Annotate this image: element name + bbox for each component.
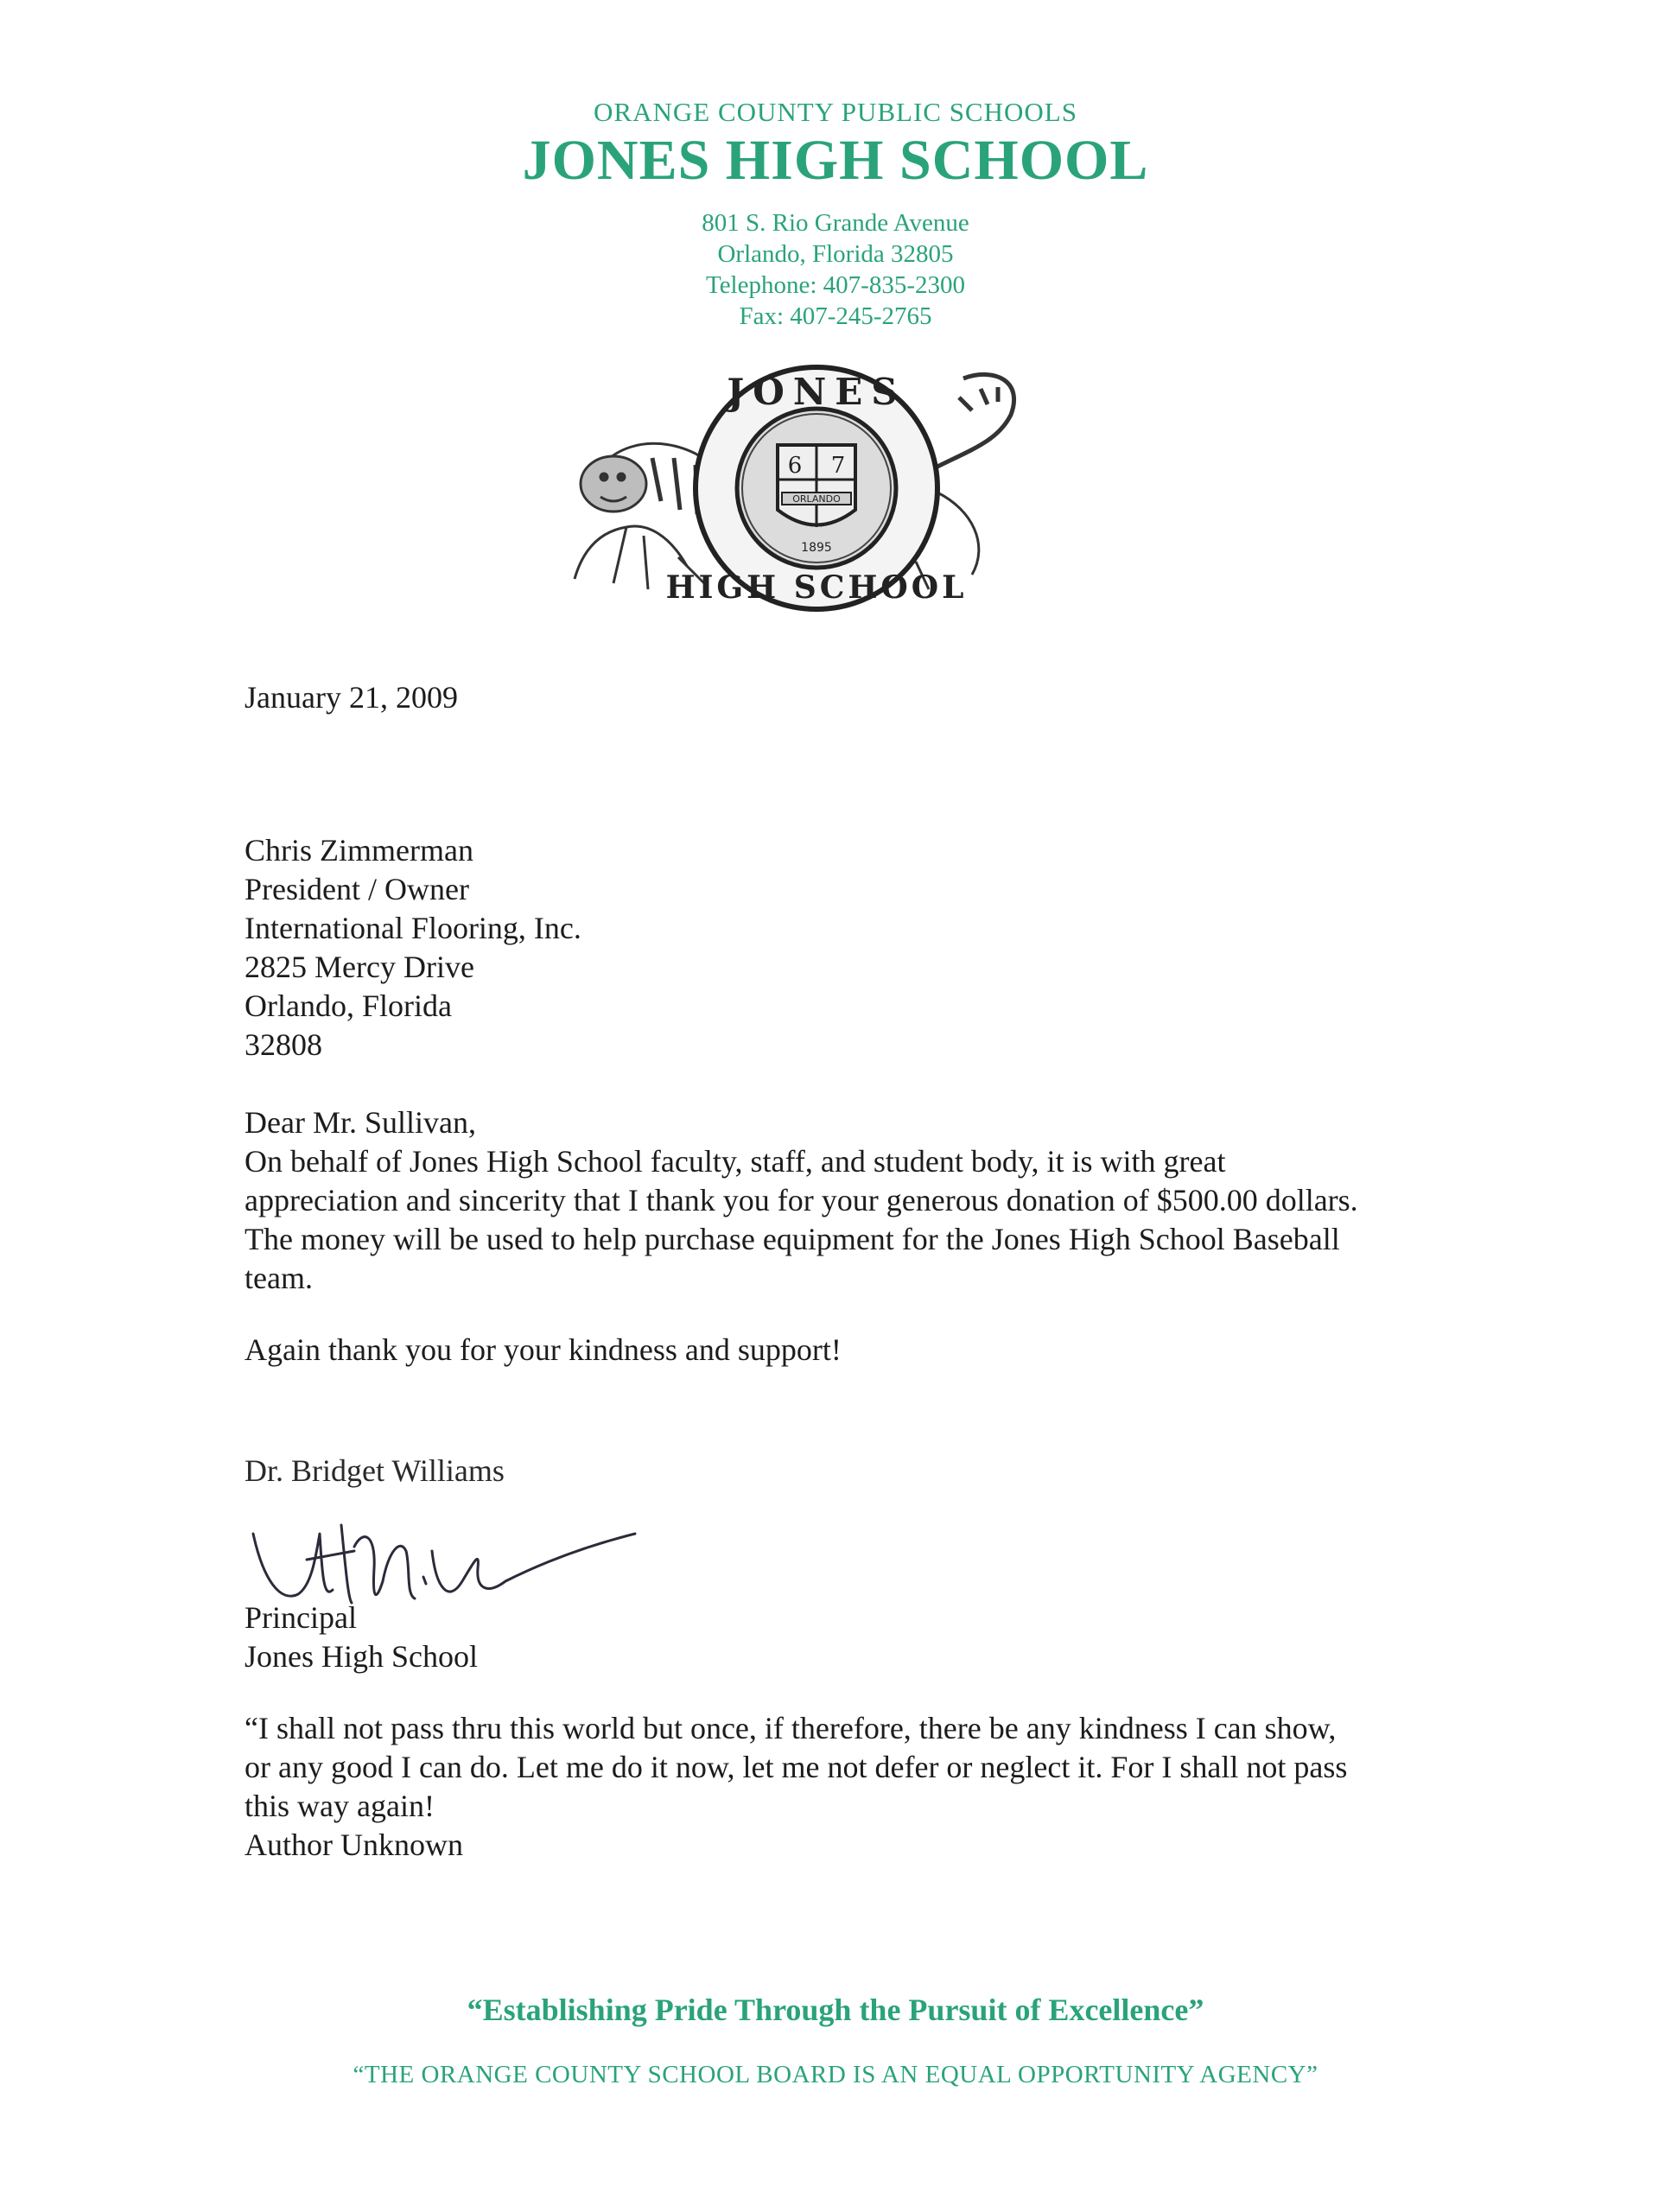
crest-numeral-right: 7 — [830, 453, 846, 479]
letter-body-paragraph — [245, 1142, 1471, 1298]
crest-numeral-left: 6 — [787, 453, 803, 479]
school-address — [0, 207, 1671, 332]
school-name: JONES HIGH SCHOOL — [522, 129, 1149, 192]
recipient-address — [245, 831, 581, 1065]
recipient-city: Orlando, Florida — [245, 988, 452, 1023]
recipient-street: 2825 Mercy Drive — [245, 950, 474, 984]
recipient-name: Chris Zimmerman — [245, 833, 473, 868]
equal-opportunity-statement: “THE ORANGE COUNTY SCHOOL BOARD IS AN EQUAL OPPORTUNITY AGENCY” — [353, 2061, 1318, 2088]
quote-line: or any good I can do. Let me do it now, let me not defer or neglect it. For I shall not pass — [245, 1750, 1348, 1784]
crest-orlando: ORLANDO — [792, 493, 841, 505]
address-street: 801 S. Rio Grande Avenue — [702, 209, 969, 237]
crest-year: 1895 — [801, 541, 832, 555]
crest-bottom-text: HIGH SCHOOL — [665, 569, 968, 606]
signer-title: Principal — [245, 1600, 357, 1635]
address-telephone: Telephone: 407-835-2300 — [706, 271, 965, 299]
address-fax: Fax: 407-245-2765 — [739, 302, 932, 330]
address-city: Orlando, Florida 32805 — [717, 240, 954, 268]
recipient-company: International Flooring, Inc. — [245, 911, 581, 945]
recipient-title: President / Owner — [245, 872, 469, 906]
body-line: On behalf of Jones High School faculty, staff, and student body, it is with great — [245, 1144, 1226, 1179]
body-line: team. — [245, 1261, 313, 1295]
quote-line: “I shall not pass thru this world but once, if therefore, there be any kindness I can show, — [245, 1711, 1337, 1745]
quote-author: Author Unknown — [245, 1827, 463, 1862]
school-motto: “Establishing Pride Through the Pursuit of Excellence” — [467, 1993, 1204, 2027]
closing-line: Again thank you for your kindness and support! — [245, 1332, 842, 1367]
salutation: Dear Mr. Sullivan, — [245, 1105, 476, 1140]
body-line: The money will be used to help purchase equipment for the Jones High School Baseball — [245, 1222, 1340, 1256]
crest-top-text: JONES — [727, 371, 906, 413]
letter-date: January 21, 2009 — [245, 680, 458, 715]
quote-line: this way again! — [245, 1789, 435, 1823]
recipient-zip: 32808 — [245, 1027, 322, 1062]
signer-block — [245, 1599, 478, 1676]
quote-block — [245, 1709, 1480, 1865]
signer-name: Dr. Bridget Williams — [245, 1453, 505, 1488]
tiger-school-crest-icon — [566, 363, 1067, 613]
body-line: appreciation and sincerity that I thank you for your generous donation of $500.00 dollars. — [245, 1183, 1358, 1217]
signer-organization: Jones High School — [245, 1639, 478, 1674]
district-name: ORANGE COUNTY PUBLIC SCHOOLS — [594, 97, 1077, 127]
school-seal — [666, 367, 968, 609]
